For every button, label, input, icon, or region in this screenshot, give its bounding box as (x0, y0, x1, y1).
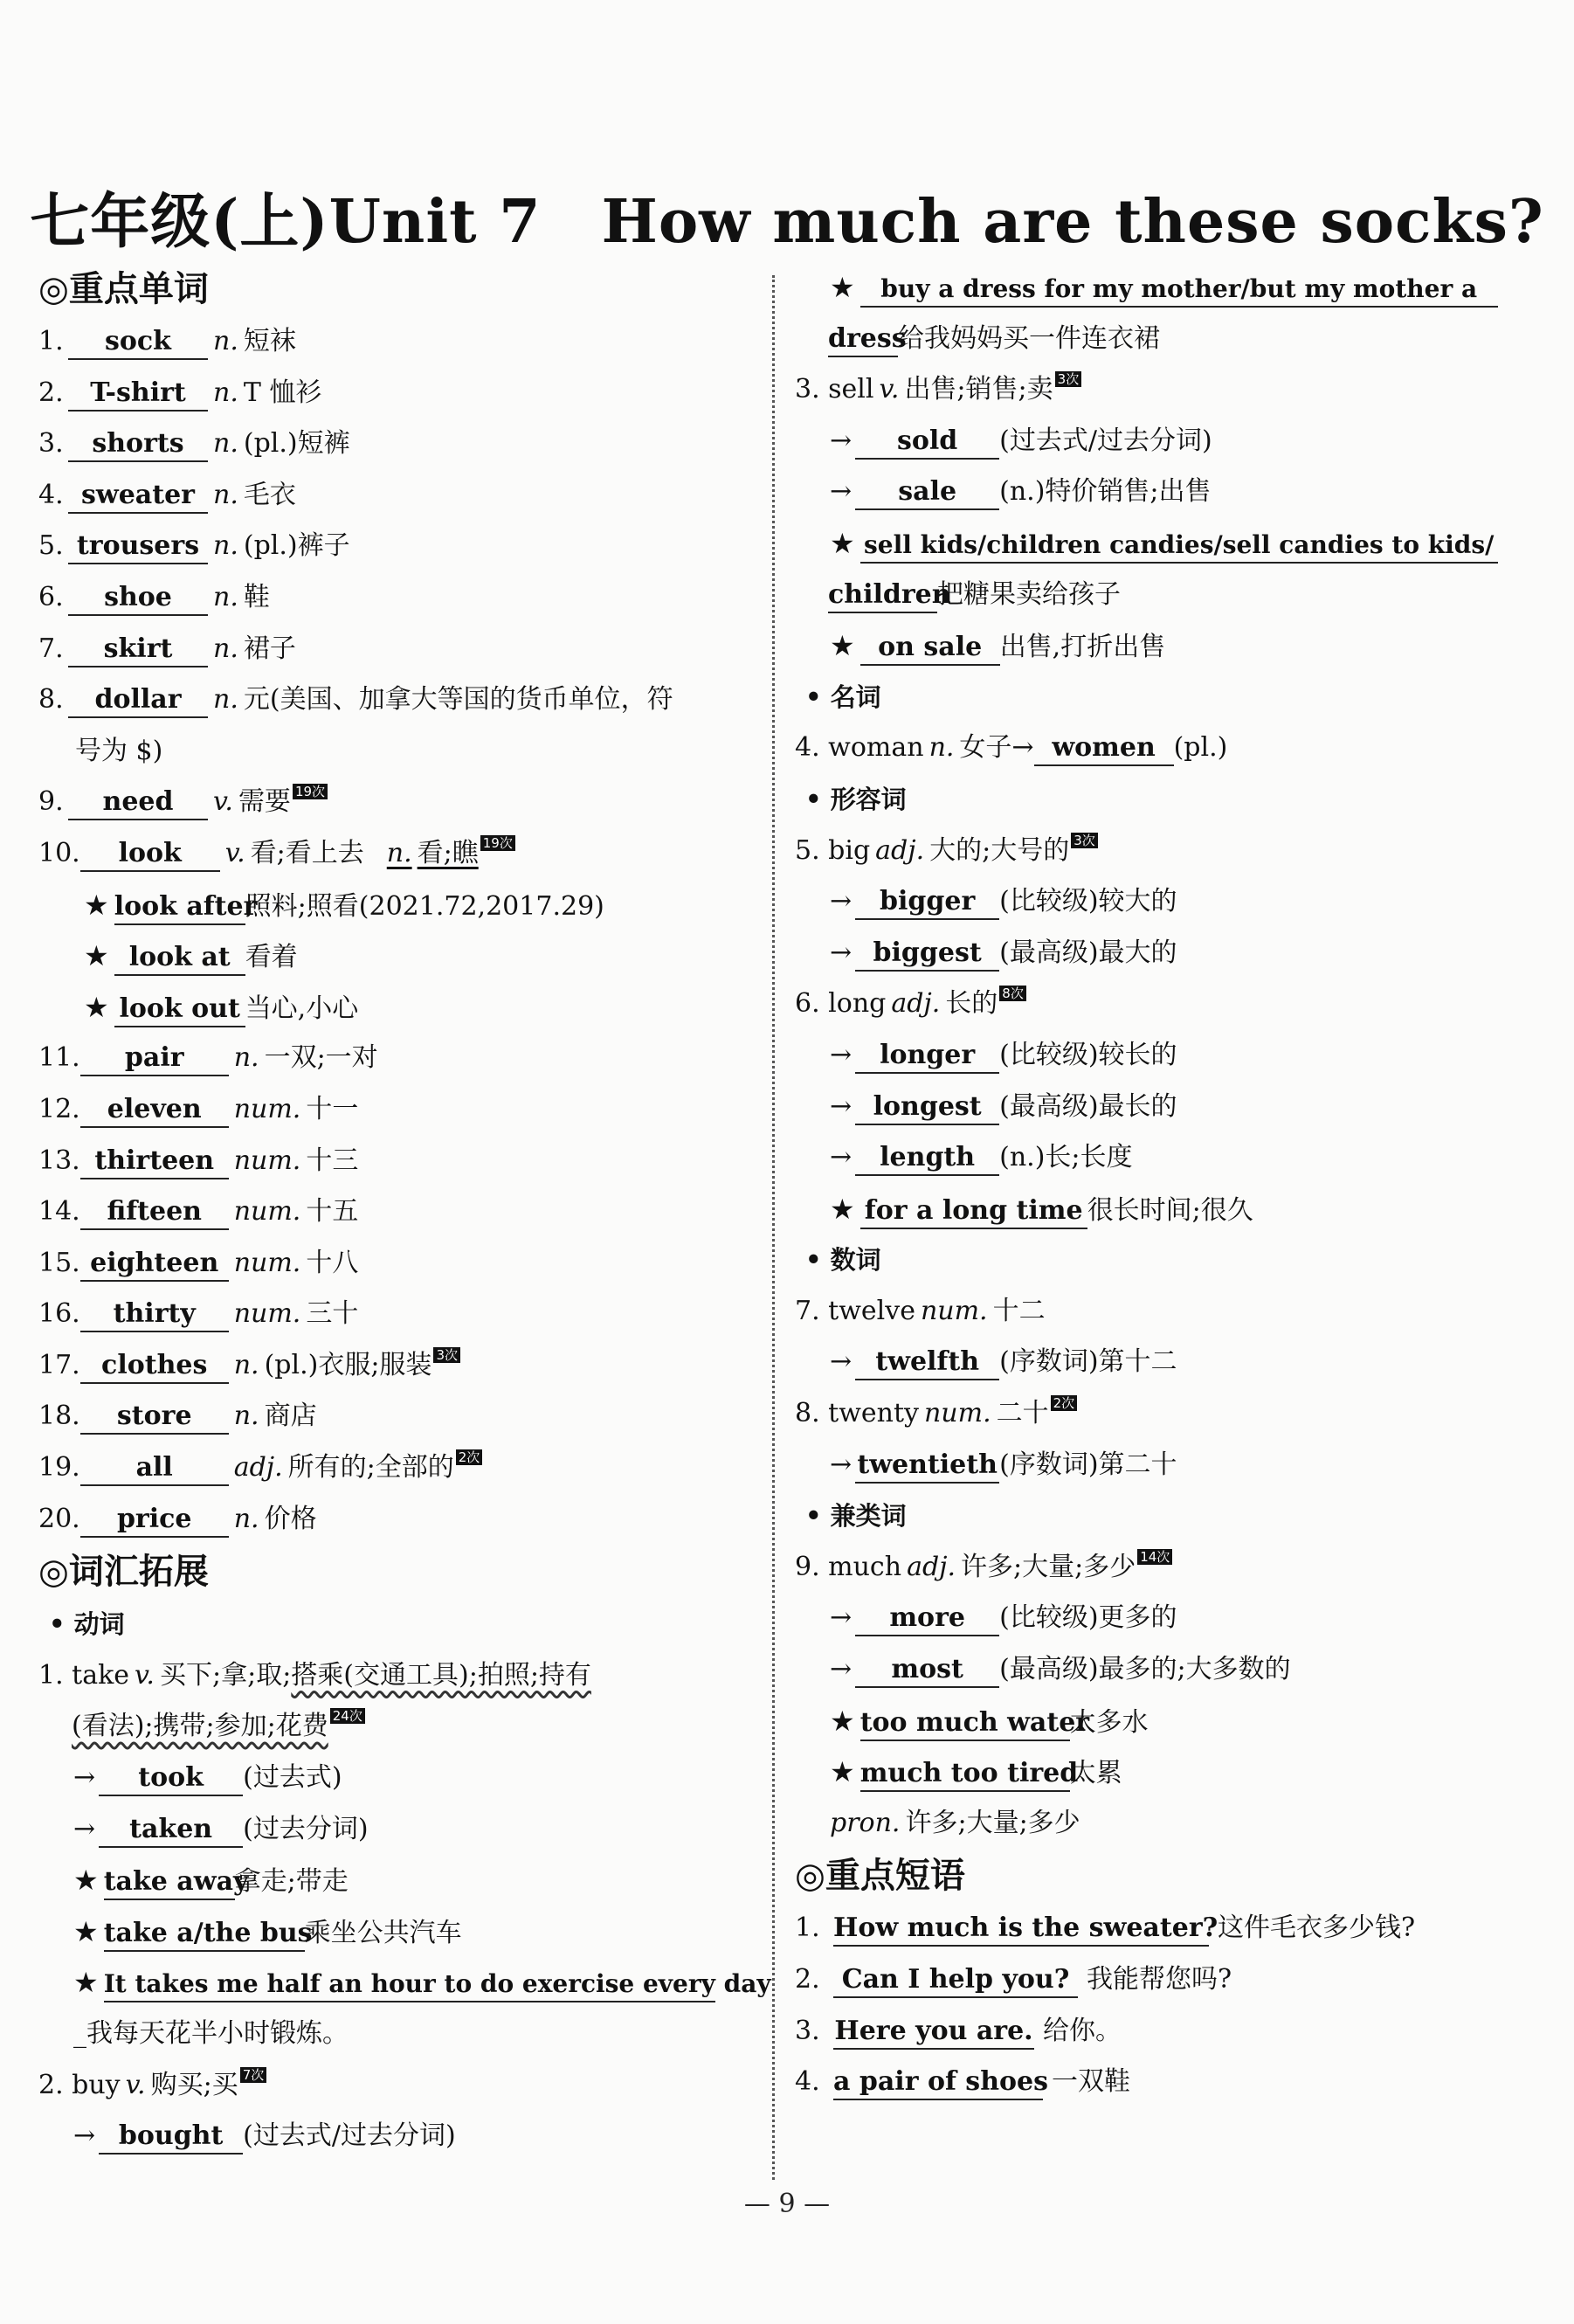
answer-blank: thirteen (80, 1145, 229, 1179)
subheading-adj: • 形容词 (805, 784, 907, 814)
big-entry: 5. big adj. 大的;大号的 3次 (795, 826, 1529, 877)
answer-blank: longest (855, 1090, 999, 1125)
answer-blank: buy a dress for my mother/but my mother a (860, 273, 1498, 308)
star-icon: ★ (73, 1914, 99, 1948)
phrase-item: ★ on sale 出售,打折出售 (795, 620, 1529, 672)
arrow-icon: → (830, 1449, 853, 1480)
answer-blank: too much water (860, 1706, 1070, 1741)
form-item: → more (比较级)更多的 (795, 1593, 1529, 1644)
arrow-icon: → (830, 886, 853, 917)
answer-blank: thirty (80, 1297, 229, 1332)
answer-blank: How much is the sweater? (833, 1912, 1209, 1947)
answer-blank: all (80, 1451, 229, 1486)
word-item: 10. look v. 看;看上去 n. 看;瞧 19次 (38, 828, 755, 880)
arrow-icon: → (73, 1762, 96, 1794)
answer-blank: It takes me half an hour to do exercise every day (104, 1968, 715, 2002)
answer-blank: longer (855, 1039, 999, 1074)
answer-blank: Can I help you? (833, 1963, 1078, 1998)
key-phrase-item: 4. a pair of shoes 一双鞋 (795, 2057, 1529, 2108)
phrase-item: ★ much too tired太累 (795, 1746, 1529, 1798)
frequency-badge: 14次 (1137, 1549, 1172, 1565)
woman-entry: 4. woman n. 女子→ women (pl.) (795, 723, 1529, 774)
word-item: 8. dollar n. 元(美国、加拿大等国的货币单位，符 (38, 674, 755, 726)
phrase-item (795, 262, 1529, 314)
phrase-item: ★ look out 当心,小心 (38, 982, 755, 1034)
left-column (38, 262, 771, 2162)
star-icon: ★ (830, 271, 855, 304)
page-number: — 9 — (743, 2189, 831, 2219)
star-icon: ★ (84, 990, 109, 1024)
phrase-item-continuation: children把糖果卖给孩子 (795, 570, 1529, 621)
sentence-translation: _我每天花半小时锻炼。 (73, 2018, 349, 2049)
answer-blank: need (68, 785, 208, 820)
arrow-icon: → (830, 476, 853, 508)
phrase-item: ★ look after照料;照看(2021.72,2017.29) (38, 880, 755, 931)
answer-blank: taken (99, 1813, 243, 1848)
form-item: → longer (比较级)较长的 (795, 1030, 1529, 1082)
phrase-item: ★ for a long time 很长时间;很久 (795, 1184, 1529, 1235)
answer-blank: sock (68, 325, 208, 360)
much-entry: 9. much adj. 许多;大量;多少 14次 (795, 1542, 1529, 1594)
long-entry: 6. long adj. 长的 8次 (795, 979, 1529, 1030)
answer-blank: fifteen (80, 1195, 229, 1230)
answer-blank: most (855, 1653, 999, 1688)
frequency-badge: 19次 (480, 835, 515, 851)
answer-blank: much too tired (860, 1757, 1070, 1792)
word-item: 2. T-shirt n. T 恤衫 (38, 368, 755, 419)
answer-blank: sell kids/children candies/sell candies to kids/ (860, 529, 1498, 564)
answer-blank: sale (855, 475, 999, 510)
answer-blank: biggest (855, 937, 999, 972)
answer-blank: sold (855, 425, 999, 460)
phrase-item: ★ look at 看着 (38, 930, 755, 982)
word-item: 18. store n. 商店 (38, 1391, 755, 1442)
answer-blank: shorts (68, 427, 208, 462)
form-item: → sold (过去式/过去分词) (795, 416, 1529, 467)
arrow-icon: → (830, 1346, 853, 1378)
word-item: 6. shoe n. 鞋 (38, 572, 755, 624)
answer-blank: more (855, 1601, 999, 1636)
form-item: → twentieth(序数词)第二十 (795, 1440, 1529, 1491)
word-item: 5. trousers n. (pl.)裤子 (38, 521, 755, 572)
form-item: → sale (n.)特价销售;出售 (795, 467, 1529, 518)
word-item: 19. all adj. 所有的;全部的 2次 (38, 1442, 755, 1494)
answer-blank: T-shirt (68, 377, 208, 412)
answer-blank: children (828, 578, 937, 613)
star-icon: ★ (830, 1755, 855, 1789)
word-item: 17. clothes n. (pl.)衣服;服装 3次 (38, 1340, 755, 1392)
take-entry-continuation: (看法);携带;参加;花费 24次 (38, 1701, 755, 1753)
word-item: 14. fifteen num. 十五 (38, 1186, 755, 1238)
answer-blank: on sale (860, 631, 1000, 666)
buy-entry: 2. buy v. 购买;买 7次 (38, 2060, 755, 2112)
frequency-badge: 8次 (999, 986, 1026, 1001)
answer-blank: dollar (68, 683, 208, 718)
arrow-icon: → (830, 937, 853, 968)
form-item: → twelfth (序数词)第十二 (795, 1337, 1529, 1388)
star-icon: ★ (830, 1704, 855, 1738)
frequency-badge: 19次 (293, 784, 328, 799)
answer-blank: dress (828, 322, 898, 357)
form-item: → most (最高级)最多的;大多数的 (795, 1644, 1529, 1696)
word-item: 4. sweater n. 毛衣 (38, 470, 755, 522)
arrow-icon: → (830, 1654, 853, 1685)
arrow-icon: → (73, 2120, 96, 2152)
right-column (795, 262, 1529, 2108)
word-item: 3. shorts n. (pl.)短裤 (38, 418, 755, 470)
answer-blank: bought (99, 2120, 243, 2155)
arrow-icon: → (830, 1602, 853, 1634)
section-heading-expand: ◎词汇拓展 (38, 1552, 209, 1593)
phrase-item: ★ take away拿走;带走 (38, 1855, 755, 1906)
star-icon: ★ (830, 629, 855, 663)
form-item: → bigger (比较级)较大的 (795, 876, 1529, 928)
frequency-badge: 24次 (330, 1708, 365, 1724)
phrase-item (38, 1957, 771, 2009)
answer-blank: Here you are. (833, 2015, 1034, 2050)
star-icon: ★ (830, 526, 855, 560)
much-pron: pron. 许多;大量;多少 (830, 1807, 1080, 1838)
section-heading-phrases: ◎重点短语 (795, 1856, 965, 1897)
frequency-badge: 3次 (1071, 833, 1098, 848)
star-icon: ★ (84, 939, 109, 973)
answer-blank: look (80, 837, 220, 872)
column-divider (772, 275, 775, 2180)
answer-blank: a pair of shoes (833, 2065, 1043, 2100)
answer-blank: length (855, 1141, 999, 1176)
take-entry: 1. take v. 买下;拿;取;搭乘(交通工具);拍照;持有 (38, 1659, 591, 1691)
answer-blank: look after (114, 890, 245, 925)
form-item: → bought (过去式/过去分词) (38, 2111, 755, 2162)
subheading-multi: • 兼类词 (805, 1501, 907, 1532)
star-icon: ★ (830, 1192, 855, 1226)
answer-blank: store (80, 1400, 229, 1435)
answer-blank: price (80, 1503, 229, 1538)
arrow-icon: → (830, 1039, 853, 1070)
answer-blank: skirt (68, 633, 208, 667)
word-item: 12. eleven num. 十一 (38, 1084, 755, 1136)
key-phrase-item: 1. How much is the sweater?这件毛衣多少钱? (795, 1903, 1529, 1954)
twenty-entry: 8. twenty num. 二十 2次 (795, 1388, 1529, 1440)
word-item: 7. skirt n. 裙子 (38, 624, 755, 675)
phrase-item-continuation: dress给我妈妈买一件连衣裙 (795, 314, 1529, 365)
answer-blank: pair (80, 1041, 229, 1076)
word-item: 9. need v. 需要 19次 (38, 777, 755, 828)
word-item: 16. thirty num. 三十 (38, 1289, 755, 1340)
twelve-entry: 7. twelve num. 十二 (795, 1295, 1046, 1326)
answer-blank: took (99, 1761, 243, 1796)
answer-blank: women (1034, 731, 1174, 766)
answer-blank: trousers (68, 529, 208, 564)
answer-blank: take away (104, 1865, 235, 1900)
form-item: → length (n.)长;长度 (795, 1132, 1529, 1184)
word-item: 13. thirteen num. 十三 (38, 1136, 755, 1187)
frequency-badge: 3次 (1055, 371, 1082, 387)
form-item: → biggest (最高级)最大的 (795, 928, 1529, 979)
subheading-noun: • 名词 (805, 681, 881, 712)
word-item: 15. eighteen num. 十八 (38, 1238, 755, 1290)
word-item: 11. pair n. 一双;一对 (38, 1033, 755, 1084)
word-item: 20. price n. 价格 (38, 1494, 755, 1546)
key-phrase-item: 2. Can I help you? 我能帮您吗? (795, 1954, 1529, 2006)
answer-blank: look out (114, 993, 245, 1027)
answer-blank: sweater (68, 479, 208, 514)
page-title: 七年级(上)Unit 7 How much are these socks? (30, 187, 1544, 257)
form-item: → took (过去式) (38, 1753, 755, 1804)
answer-blank: take a/the bus (104, 1917, 305, 1952)
star-icon: ★ (73, 1966, 99, 2000)
subheading-verb: • 动词 (49, 1609, 125, 1640)
word-item: 1. sock n. 短袜 (38, 316, 755, 368)
answer-blank: clothes (80, 1349, 229, 1384)
star-icon: ★ (84, 888, 109, 922)
frequency-badge: 2次 (1051, 1395, 1078, 1411)
frequency-badge: 7次 (240, 2067, 267, 2083)
answer-blank: bigger (855, 885, 999, 920)
arrow-icon: → (830, 1090, 853, 1122)
answer-blank: look at (114, 941, 245, 976)
form-item: → longest (最高级)最长的 (795, 1082, 1529, 1133)
sell-entry: 3. sell v. 出售;销售;卖 3次 (795, 364, 1529, 416)
answer-blank: shoe (68, 581, 208, 616)
answer-blank: for a long time (860, 1194, 1087, 1229)
section-heading-words: ◎重点单词 (38, 269, 209, 309)
form-item: → taken (过去分词) (38, 1804, 755, 1856)
key-phrase-item: 3. Here you are. 给你。 (795, 2006, 1529, 2058)
star-icon: ★ (73, 1864, 99, 1898)
subheading-numeral: • 数词 (805, 1245, 881, 1276)
answer-blank: eighteen (80, 1247, 229, 1282)
word-item-continuation: 号为 $) (75, 735, 163, 766)
answer-blank: eleven (80, 1093, 229, 1128)
phrase-item: ★ take a/the bus乘坐公共汽车 (38, 1906, 755, 1958)
answer-blank: twelfth (855, 1345, 999, 1380)
answer-blank: twentieth (855, 1449, 999, 1484)
frequency-badge: 2次 (456, 1449, 483, 1465)
frequency-badge: 3次 (433, 1347, 460, 1363)
arrow-icon: → (830, 1142, 853, 1173)
phrase-item: ★ too much water太多水 (795, 1696, 1529, 1747)
arrow-icon: → (73, 1813, 96, 1844)
phrase-item (795, 518, 1529, 570)
arrow-icon: → (830, 425, 853, 456)
